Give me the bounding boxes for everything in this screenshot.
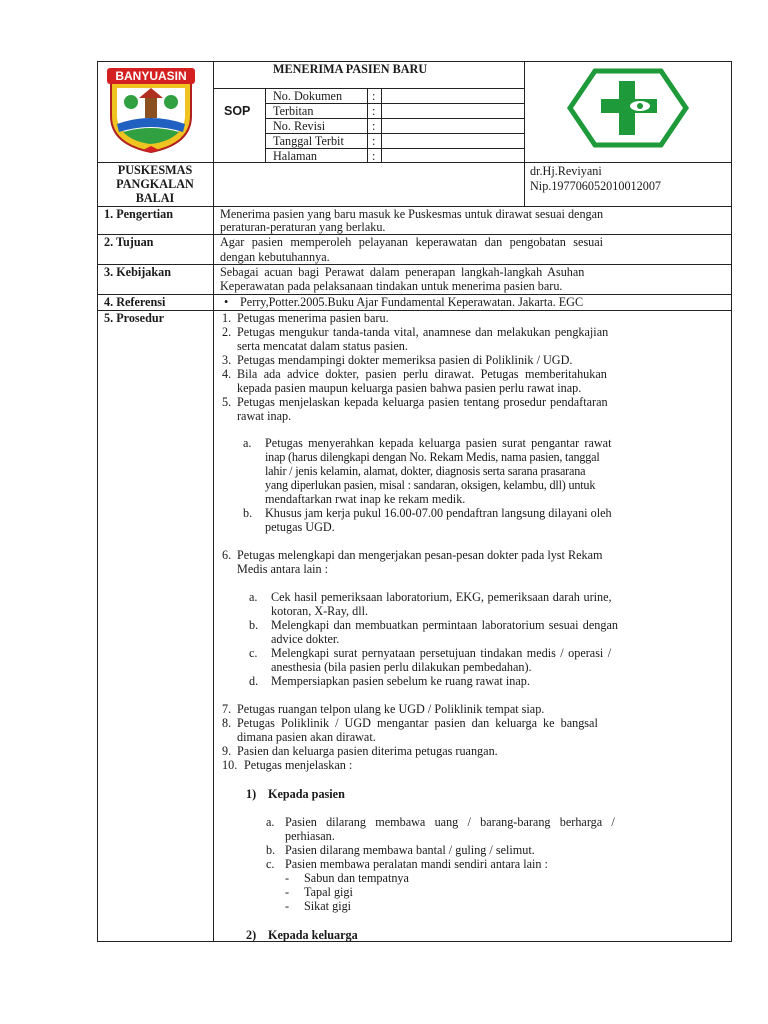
list-item: Pasien membawa peralatan mandi sendiri antara lain : — [285, 857, 548, 871]
section-label-prosedur: 5. Prosedur — [104, 311, 165, 325]
list-item: Medis antara lain : — [237, 562, 329, 576]
list-number: 4. — [222, 367, 232, 381]
list-item: anesthesia (bila pasien perlu dilakukan pembedahan). — [271, 660, 532, 674]
list-item: Petugas menerima pasien baru. — [237, 311, 389, 325]
puskesmas-logo — [567, 68, 689, 148]
list-number: b. — [249, 618, 259, 632]
list-number: d. — [249, 674, 259, 688]
section-label-kebijakan: 3. Kebijakan — [104, 265, 172, 279]
doc-field-label: Halaman — [273, 149, 317, 163]
list-item: serta mencatat dalam status pasien. — [237, 339, 408, 353]
list-number: b. — [243, 506, 253, 520]
list-item: Petugas melengkapi dan mengerjakan pesan-pesan dokter pada lyst Rekam — [237, 548, 603, 562]
signatory-nip: Nip.197706052010012007 — [530, 179, 662, 193]
list-number: - — [285, 885, 290, 899]
doc-field-label: No. Revisi — [273, 119, 326, 133]
doc-field-sep: : — [372, 134, 376, 148]
list-item: Sabun dan tempatnya — [304, 871, 409, 885]
tujuan-text: Agar pasien memperoleh pelayanan keperawatan dan pengobatan sesuai — [220, 235, 604, 249]
tujuan-text: dengan kebutuhannya. — [220, 250, 330, 264]
kebijakan-text: Keperawatan pada pelaksanaan tindakan untuk menerima pasien baru. — [220, 279, 563, 293]
doc-field-sep: : — [372, 149, 376, 163]
list-number: a. — [266, 815, 275, 829]
doc-field-label: No. Dokumen — [273, 89, 343, 103]
list-item: Petugas mendampingi dokter memeriksa pasien di Poliklinik / UGD. — [237, 353, 573, 367]
bullet: • — [224, 295, 229, 309]
pengertian-text: peraturan-peraturan yang berlaku. — [220, 220, 386, 234]
banyuasin-logo — [103, 66, 199, 154]
logo-text: BANYUASIN — [115, 69, 187, 83]
list-item: Petugas mengukur tanda-tanda vital, anamnese dan melakukan pengkajian — [237, 325, 609, 339]
doc-field-sep: : — [372, 104, 376, 118]
list-number: 10. — [222, 758, 238, 772]
list-number: c. — [266, 857, 275, 871]
list-number: - — [285, 899, 290, 913]
list-item: Petugas Poliklinik / UGD mengantar pasien dan keluarga ke bangsal — [237, 716, 598, 730]
list-number: 7. — [222, 702, 232, 716]
list-item: dimana pasien akan dirawat. — [237, 730, 376, 744]
list-number: 9. — [222, 744, 232, 758]
list-item: Mempersiapkan pasien sebelum ke ruang rawat inap. — [271, 674, 530, 688]
doc-field-sep: : — [372, 119, 376, 133]
doc-field-label: Terbitan — [273, 104, 314, 118]
list-number: b. — [266, 843, 276, 857]
subheading-kepada-pasien: Kepada pasien — [268, 787, 345, 801]
list-item: kepada pasien maupun keluarga pasien bahwa pasien perlu rawat inap. — [237, 381, 582, 395]
list-number: 2) — [246, 928, 257, 942]
list-item: Pasien dilarang membawa bantal / guling / selimut. — [285, 843, 535, 857]
list-item: Bila ada advice dokter, pasien perlu dirawat. Petugas memberitahukan — [237, 367, 607, 381]
list-number: 5. — [222, 395, 232, 409]
page-title: MENERIMA PASIEN BARU — [273, 62, 428, 76]
list-item: Khusus jam kerja pukul 16.00-07.00 pendaftran langsung dilayani oleh — [265, 506, 612, 520]
pengertian-text: Menerima pasien yang baru masuk ke Puskesmas untuk dirawat sesuai dengan — [220, 207, 604, 221]
list-item: Cek hasil pemeriksaan laboratorium, EKG, pemeriksaan darah urine, — [271, 590, 612, 604]
list-item: Pasien dilarang membawa uang / barang-barang berharga / — [285, 815, 615, 829]
list-number: 8. — [222, 716, 232, 730]
list-item: Petugas menyerahkan kepada keluarga pasien surat pengantar rawat — [265, 436, 612, 450]
list-number: c. — [249, 646, 258, 660]
list-number: 1) — [246, 787, 257, 801]
list-number: 1. — [222, 311, 232, 325]
doc-field-sep: : — [372, 89, 376, 103]
sop-label: SOP — [224, 104, 251, 118]
list-item: mendaftarkan rwat inap ke rekam medik. — [265, 492, 466, 506]
section-label-tujuan: 2. Tujuan — [104, 235, 154, 249]
list-item: lahir / jenis kelamin, alamat, dokter, diagnosis serta sarana prasarana — [265, 464, 586, 478]
list-item: Tapal gigi — [304, 885, 353, 899]
list-number: 2. — [222, 325, 232, 339]
list-item: Petugas ruangan telpon ulang ke UGD / Poliklinik tempat siap. — [237, 702, 545, 716]
subheading-kepada-keluarga: Kepada keluarga — [268, 928, 358, 942]
list-item: perhiasan. — [285, 829, 335, 843]
list-number: 6. — [222, 548, 232, 562]
list-item: petugas UGD. — [265, 520, 335, 534]
list-number: a. — [249, 590, 258, 604]
list-item: rawat inap. — [237, 409, 292, 423]
signatory-name: dr.Hj.Reviyani — [530, 164, 602, 178]
list-item: Melengkapi dan membuatkan permintaan laboratorium sesuai dengan — [271, 618, 618, 632]
referensi-text: Perry,Potter.2005.Buku Ajar Fundamental Keperawatan. Jakarta. EGC — [240, 295, 584, 309]
kebijakan-text: Sebagai acuan bagi Perawat dalam penerapan langkah-langkah Asuhan — [220, 265, 585, 279]
list-item: kotoran, X-Ray, dll. — [271, 604, 369, 618]
list-number: - — [285, 871, 290, 885]
list-item: Pasien dan keluarga pasien diterima petugas ruangan. — [237, 744, 498, 758]
section-label-pengertian: 1. Pengertian — [104, 207, 174, 221]
list-item: Melengkapi surat pernyataan persetujuan tindakan medis / operasi / — [271, 646, 612, 660]
list-number: 3. — [222, 353, 232, 367]
list-item: advice dokter. — [271, 632, 340, 646]
list-item: Petugas menjelaskan : — [244, 758, 353, 772]
list-item: Petugas menjelaskan kepada keluarga pasien tentang prosedur pendaftaran — [237, 395, 608, 409]
list-item: yang diperlukan pasien, misal : sandaran, oksigen, kelambu, dll) untuk — [265, 478, 596, 492]
section-label-referensi: 4. Referensi — [104, 295, 166, 309]
list-number: a. — [243, 436, 252, 450]
list-item: inap (harus dilengkapi dengan No. Rekam Medis, nama pasien, tanggal — [265, 450, 600, 464]
doc-field-label: Tanggal Terbit — [273, 134, 344, 148]
list-item: Sikat gigi — [304, 899, 352, 913]
